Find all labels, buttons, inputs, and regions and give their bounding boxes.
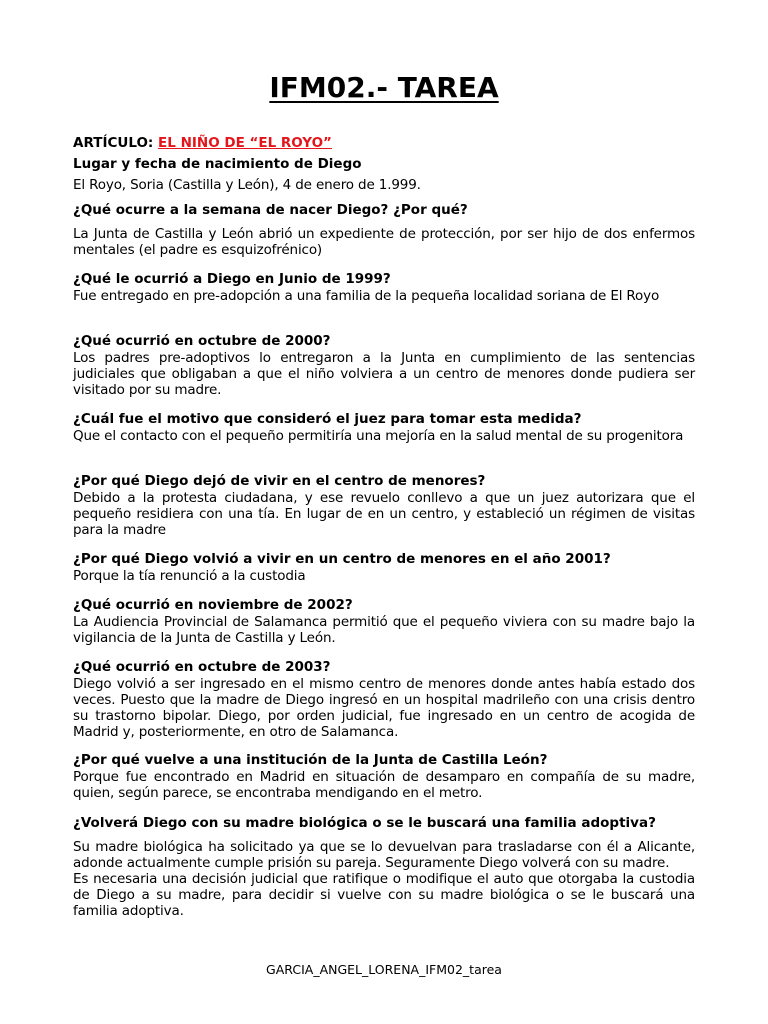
qa-block-7 — [73, 551, 695, 584]
article-link[interactable]: EL NIÑO DE “EL ROYO” — [158, 135, 332, 151]
answer: Fue entregado en pre-adopción a una familia de la pequeña localidad soriana de El Royo — [73, 288, 660, 304]
answer: Porque fue encontrado en Madrid en situación de desamparo en compañía de su madre, quien, según parece, se encontraba mendigando en el metro. — [73, 769, 695, 801]
qa-block-4 — [73, 333, 695, 398]
qa-block-2 — [73, 202, 695, 258]
question: ¿Qué ocurrió en octubre de 2000? — [73, 333, 331, 349]
article-label: ARTÍCULO: — [73, 135, 154, 151]
qa-block-11 — [73, 815, 695, 919]
answer: Porque la tía renunció a la custodia — [73, 568, 306, 584]
question: ¿Qué ocurre a la semana de nacer Diego? ¿Por qué? — [73, 202, 468, 218]
answer: La Audiencia Provincial de Salamanca permitió que el pequeño viviera con su madre bajo la vigilancia de la Junta de Castilla y León. — [73, 614, 695, 646]
qa-block-8 — [73, 597, 695, 646]
qa-block-9 — [73, 659, 695, 740]
answer: Diego volvió a ser ingresado en el mismo centro de menores donde antes había estado dos veces. Puesto que la madre de Diego ingresó en un hospital madrileño con una crisis dentro su trastorno bipolar. Diego, por orden judicial, fue ingresado en un centro de acogida de Madrid y, posteriormente, en otro de Salamanca. — [73, 676, 695, 740]
answer: Debido a la protesta ciudadana, y ese revuelo conllevo a que un juez autorizara que el pequeño residiera con una tía. En lugar de en un centro, y estableció un régimen de visitas para la madre — [73, 490, 695, 538]
answer: Es necesaria una decisión judicial que ratifique o modifique el auto que otorgaba la custodia de Diego a su madre, para decidir si vuelve con su madre biológica o se le buscará una familia adoptiva. — [73, 871, 695, 919]
question: ¿Qué ocurrió en octubre de 2003? — [73, 659, 331, 675]
qa-block-10 — [73, 752, 695, 801]
answer: Que el contacto con el pequeño permitiría una mejoría en la salud mental de su progenitora — [73, 428, 684, 444]
question: ¿Qué le ocurrió a Diego en Junio de 1999? — [73, 271, 391, 287]
document-title: IFM02.- TAREA — [269, 71, 499, 104]
answer: Los padres pre-adoptivos lo entregaron a la Junta en cumplimiento de las sentencias judiciales que obligaban a que el niño volviera a un centro de menores donde pudiera ser visitado por su madre. — [73, 350, 695, 398]
question: ¿Volverá Diego con su madre biológica o se le buscará una familia adoptiva? — [73, 815, 656, 831]
answer: Su madre biológica ha solicitado ya que se lo devuelvan para trasladarse con él a Alicante, adonde actualmente cumple prisión su pareja. Seguramente Diego volverá con su madre. — [73, 839, 695, 871]
answer: El Royo, Soria (Castilla y León), 4 de enero de 1.999. — [73, 177, 421, 193]
qa-block-3 — [73, 271, 695, 304]
article-reference — [73, 134, 332, 152]
answer: La Junta de Castilla y León abrió un expediente de protección, por ser hijo de dos enfermos mentales (el padre es esquizofrénico) — [73, 226, 695, 258]
question: ¿Por qué Diego dejó de vivir en el centro de menores? — [73, 473, 486, 489]
question: Lugar y fecha de nacimiento de Diego — [73, 156, 362, 172]
question: ¿Qué ocurrió en noviembre de 2002? — [73, 597, 353, 613]
page-footer: GARCIA_ANGEL_LORENA_IFM02_tarea — [266, 962, 502, 977]
question: ¿Por qué Diego volvió a vivir en un centro de menores en el año 2001? — [73, 551, 611, 567]
question: ¿Cuál fue el motivo que consideró el juez para tomar esta medida? — [73, 411, 582, 427]
qa-block-6 — [73, 473, 695, 538]
qa-block-5 — [73, 411, 695, 444]
qa-block-1 — [73, 156, 695, 193]
question: ¿Por qué vuelve a una institución de la Junta de Castilla León? — [73, 752, 548, 768]
